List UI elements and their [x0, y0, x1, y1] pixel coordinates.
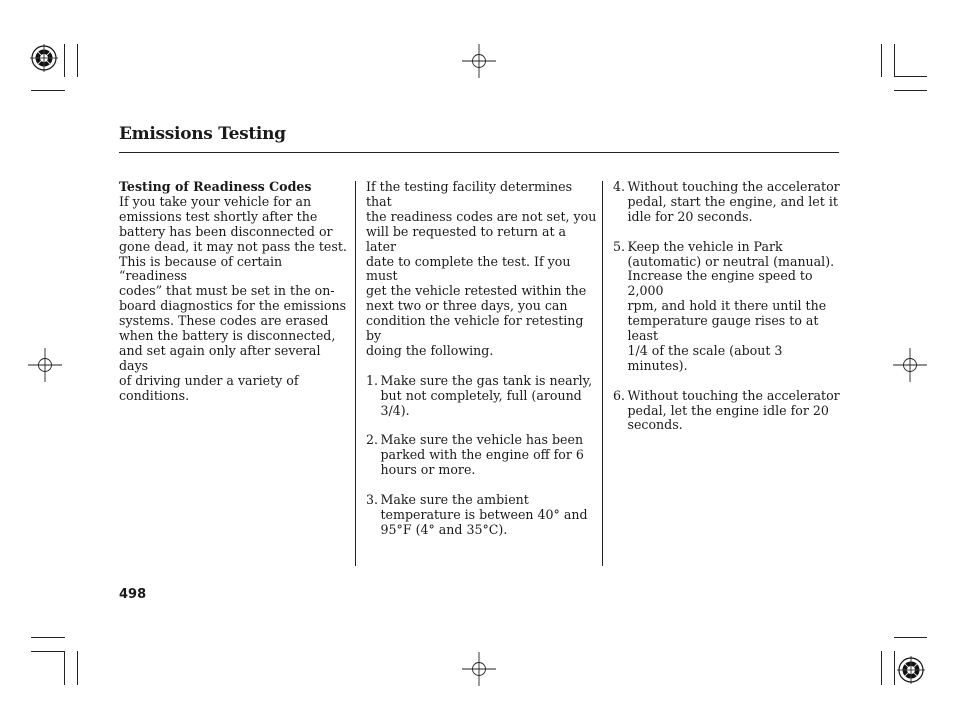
crop-mark-icon — [881, 44, 882, 77]
column-readiness-codes — [119, 180, 351, 404]
list-item: 6. Without touching the accelerator pedal, let the engine idle for 20 seconds. — [613, 387, 840, 433]
step-number: 4. — [613, 179, 626, 194]
step-number: 5. — [613, 238, 626, 254]
crop-mark-icon — [894, 44, 895, 77]
crop-mark-icon — [31, 637, 65, 638]
registration-target-icon — [897, 656, 925, 684]
crop-mark-icon — [77, 44, 78, 77]
step-list — [613, 180, 845, 433]
list-item: 2. Make sure the vehicle has been parked with the engine off for 6 hours or more. — [366, 432, 584, 478]
crosshair-icon — [462, 44, 496, 78]
crop-mark-icon — [31, 90, 65, 91]
column-divider — [355, 181, 356, 566]
crop-mark-icon — [64, 44, 65, 77]
section-heading: Testing of Readiness Codes — [119, 179, 312, 194]
column-retest-steps — [366, 180, 598, 553]
column-divider — [602, 181, 603, 566]
step-list — [366, 374, 598, 538]
step-number: 1. — [366, 372, 379, 388]
step-number: 6. — [613, 387, 626, 403]
crop-mark-icon — [881, 651, 882, 685]
intro-paragraph: If the testing facility determines that the readiness codes are not set, you will be requested to return at a later date to complete the test. If you must get the vehicle retested within the next two or three days, you can condition the vehicle for retesting by doing the following. — [366, 179, 597, 358]
registration-target-icon — [30, 44, 58, 72]
crosshair-icon — [893, 348, 927, 382]
crosshair-icon — [462, 652, 496, 686]
column-engine-steps — [613, 180, 845, 448]
crop-mark-icon — [64, 651, 65, 685]
page-number: 498 — [119, 587, 147, 602]
crop-mark-icon — [894, 76, 927, 77]
list-item: 3. Make sure the ambient temperature is between 40° and 95°F (4° and 35°C). — [366, 491, 588, 537]
crop-mark-icon — [77, 651, 78, 685]
step-number: 2. — [366, 432, 379, 448]
step-number: 3. — [366, 491, 379, 507]
crop-mark-icon — [31, 651, 65, 652]
crop-mark-icon — [894, 651, 895, 685]
title-rule — [119, 152, 839, 153]
body-paragraph: If you take your vehicle for an emissions test shortly after the battery has been disconnected or gone dead, it may not pass the test. This is because of certain “readiness codes” that must be set in the on- board diagnostics for the emissions systems. These codes are erased when the battery is disconnected, and set again only after several days of driving under a variety of conditions. — [119, 193, 347, 403]
page-title: Emissions Testing — [119, 124, 286, 144]
list-item: 5. Keep the vehicle in Park (automatic) or neutral (manual). Increase the engine speed to 2,000 rpm, and hold it there until the temperature gauge rises to at least 1/4 of the scale (about 3 minutes). — [613, 238, 835, 373]
crop-mark-icon — [894, 90, 927, 91]
list-item: 4. Without touching the accelerator pedal, start the engine, and let it idle for 20 seconds. — [613, 179, 840, 224]
list-item: 1. Make sure the gas tank is nearly, but not completely, full (around 3/4). — [366, 372, 593, 418]
crosshair-icon — [28, 348, 62, 382]
crop-mark-icon — [894, 637, 927, 638]
